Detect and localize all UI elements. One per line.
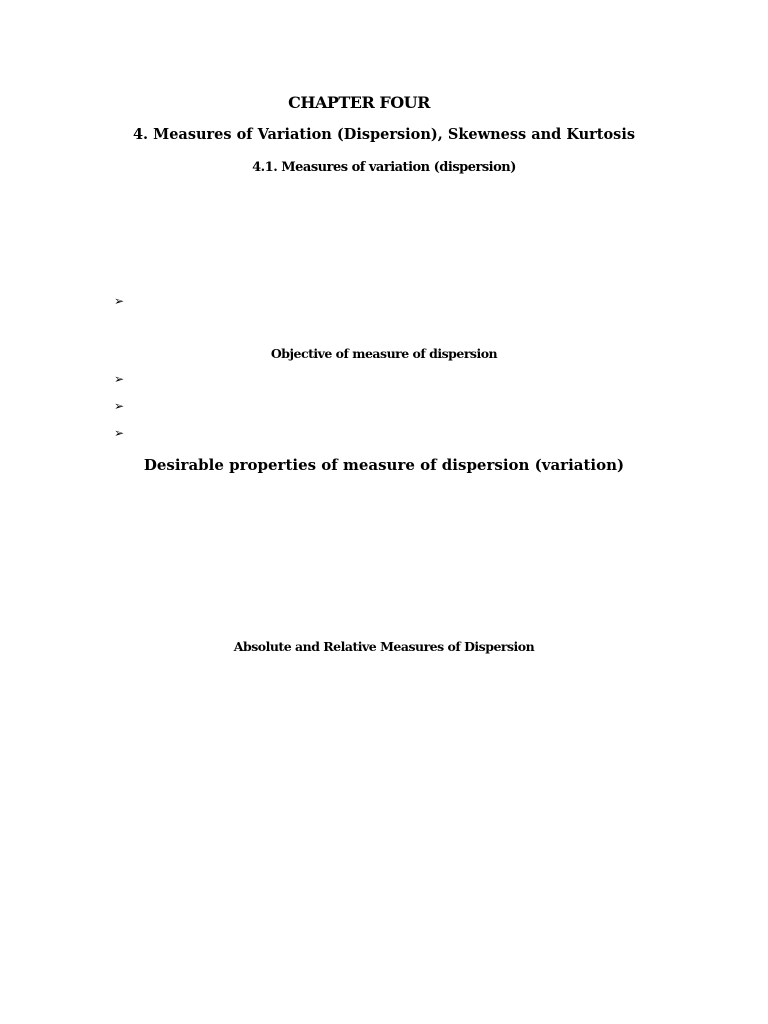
properties-heading: Desirable properties of measure of dispersion (variation) xyxy=(143,456,625,474)
subsection-title: 4.1. Measures of variation (dispersion) xyxy=(252,160,516,175)
section-title: 4. Measures of Variation (Dispersion), Skewness and Kurtosis xyxy=(132,126,636,143)
chapter-title: CHAPTER FOUR xyxy=(288,93,430,112)
absolute-relative-heading: Absolute and Relative Measures of Dispersion xyxy=(233,639,535,654)
objective-heading: Objective of measure of dispersion xyxy=(270,346,498,361)
bullet-arrow-icon: ➢ xyxy=(114,372,125,386)
bullet-arrow-icon: ➢ xyxy=(114,426,125,440)
bullet-arrow-icon: ➢ xyxy=(114,399,125,413)
bullet-arrow-icon: ➢ xyxy=(114,294,125,308)
